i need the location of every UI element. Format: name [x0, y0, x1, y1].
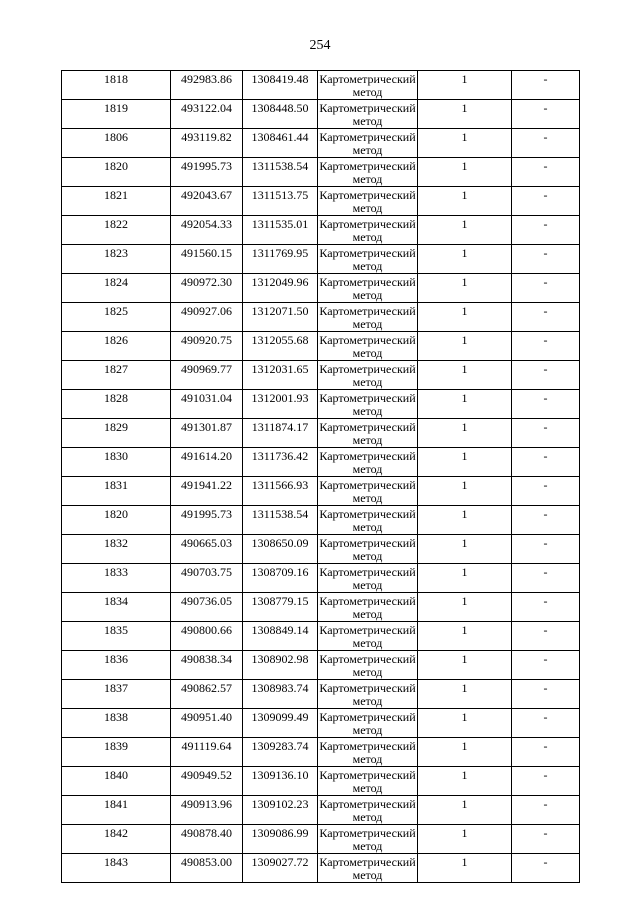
table-row — [62, 100, 580, 129]
point-number-cell: 1834 — [62, 593, 171, 622]
note-cell: - — [512, 680, 580, 709]
method-cell: Картометрический метод — [319, 188, 416, 215]
accuracy-cell: 1 — [418, 709, 512, 738]
method-cell: Картометрический метод — [319, 478, 416, 505]
table-row — [62, 738, 580, 767]
table-row — [62, 274, 580, 303]
y-coordinate-cell: 1312071.50 — [243, 303, 318, 332]
x-coordinate-cell: 490951.40 — [171, 709, 243, 738]
x-coordinate-cell: 490927.06 — [171, 303, 243, 332]
y-coordinate-cell: 1308448.50 — [243, 100, 318, 129]
accuracy-cell: 1 — [418, 303, 512, 332]
y-coordinate-cell: 1308902.98 — [243, 651, 318, 680]
y-coordinate-cell: 1309136.10 — [243, 767, 318, 796]
note-cell: - — [512, 303, 580, 332]
table-row — [62, 419, 580, 448]
point-number-cell: 1843 — [62, 854, 171, 883]
x-coordinate-cell: 491031.04 — [171, 390, 243, 419]
point-number-cell: 1818 — [62, 71, 171, 100]
point-number-cell: 1835 — [62, 622, 171, 651]
table-row — [62, 448, 580, 477]
table-row — [62, 477, 580, 506]
x-coordinate-cell: 490800.66 — [171, 622, 243, 651]
accuracy-cell: 1 — [418, 535, 512, 564]
note-cell: - — [512, 738, 580, 767]
accuracy-cell: 1 — [418, 854, 512, 883]
method-cell: Картометрический метод — [319, 275, 416, 302]
x-coordinate-cell: 490838.34 — [171, 651, 243, 680]
point-number-cell: 1826 — [62, 332, 171, 361]
accuracy-cell: 1 — [418, 100, 512, 129]
table-row — [62, 651, 580, 680]
note-cell: - — [512, 71, 580, 100]
point-number-cell: 1819 — [62, 100, 171, 129]
accuracy-cell: 1 — [418, 187, 512, 216]
method-cell: Картометрический метод — [319, 246, 416, 273]
x-coordinate-cell: 491301.87 — [171, 419, 243, 448]
x-coordinate-cell: 490736.05 — [171, 593, 243, 622]
table-row — [62, 245, 580, 274]
accuracy-cell: 1 — [418, 361, 512, 390]
accuracy-cell: 1 — [418, 158, 512, 187]
note-cell: - — [512, 187, 580, 216]
x-coordinate-cell: 490703.75 — [171, 564, 243, 593]
method-cell: Картометрический метод — [319, 536, 416, 563]
y-coordinate-cell: 1308849.14 — [243, 622, 318, 651]
point-number-cell: 1825 — [62, 303, 171, 332]
y-coordinate-cell: 1309027.72 — [243, 854, 318, 883]
table-row — [62, 303, 580, 332]
accuracy-cell: 1 — [418, 825, 512, 854]
y-coordinate-cell: 1308983.74 — [243, 680, 318, 709]
table-row — [62, 535, 580, 564]
y-coordinate-cell: 1311538.54 — [243, 506, 318, 535]
point-number-cell: 1828 — [62, 390, 171, 419]
point-number-cell: 1836 — [62, 651, 171, 680]
note-cell: - — [512, 593, 580, 622]
accuracy-cell: 1 — [418, 216, 512, 245]
accuracy-cell: 1 — [418, 419, 512, 448]
y-coordinate-cell: 1312001.93 — [243, 390, 318, 419]
y-coordinate-cell: 1311566.93 — [243, 477, 318, 506]
point-number-cell: 1840 — [62, 767, 171, 796]
y-coordinate-cell: 1308709.16 — [243, 564, 318, 593]
note-cell: - — [512, 796, 580, 825]
point-number-cell: 1806 — [62, 129, 171, 158]
table-row — [62, 158, 580, 187]
method-cell: Картометрический метод — [319, 623, 416, 650]
note-cell: - — [512, 448, 580, 477]
method-cell: Картометрический метод — [319, 391, 416, 418]
note-cell: - — [512, 129, 580, 158]
note-cell: - — [512, 361, 580, 390]
x-coordinate-cell: 492054.33 — [171, 216, 243, 245]
table-row — [62, 216, 580, 245]
table-row — [62, 129, 580, 158]
note-cell: - — [512, 709, 580, 738]
y-coordinate-cell: 1311769.95 — [243, 245, 318, 274]
method-cell: Картометрический метод — [319, 304, 416, 331]
method-cell: Картометрический метод — [319, 217, 416, 244]
table-row — [62, 390, 580, 419]
note-cell: - — [512, 564, 580, 593]
y-coordinate-cell: 1308779.15 — [243, 593, 318, 622]
x-coordinate-cell: 491995.73 — [171, 506, 243, 535]
coordinates-table-body — [62, 71, 580, 883]
y-coordinate-cell: 1309099.49 — [243, 709, 318, 738]
method-cell: Картометрический метод — [319, 333, 416, 360]
method-cell: Картометрический метод — [319, 420, 416, 447]
note-cell: - — [512, 274, 580, 303]
point-number-cell: 1832 — [62, 535, 171, 564]
y-coordinate-cell: 1308650.09 — [243, 535, 318, 564]
note-cell: - — [512, 651, 580, 680]
point-number-cell: 1820 — [62, 506, 171, 535]
point-number-cell: 1842 — [62, 825, 171, 854]
point-number-cell: 1837 — [62, 680, 171, 709]
table-row — [62, 506, 580, 535]
point-number-cell: 1839 — [62, 738, 171, 767]
table-row — [62, 593, 580, 622]
method-cell: Картометрический метод — [319, 159, 416, 186]
method-cell: Картометрический метод — [319, 594, 416, 621]
note-cell: - — [512, 100, 580, 129]
accuracy-cell: 1 — [418, 767, 512, 796]
accuracy-cell: 1 — [418, 245, 512, 274]
y-coordinate-cell: 1311538.54 — [243, 158, 318, 187]
x-coordinate-cell: 492983.86 — [171, 71, 243, 100]
table-row — [62, 680, 580, 709]
y-coordinate-cell: 1311513.75 — [243, 187, 318, 216]
x-coordinate-cell: 490949.52 — [171, 767, 243, 796]
point-number-cell: 1823 — [62, 245, 171, 274]
note-cell: - — [512, 854, 580, 883]
accuracy-cell: 1 — [418, 651, 512, 680]
y-coordinate-cell: 1312031.65 — [243, 361, 318, 390]
table-row — [62, 564, 580, 593]
y-coordinate-cell: 1309086.99 — [243, 825, 318, 854]
point-number-cell: 1821 — [62, 187, 171, 216]
method-cell: Картометрический метод — [319, 797, 416, 824]
method-cell: Картометрический метод — [319, 507, 416, 534]
point-number-cell: 1827 — [62, 361, 171, 390]
table-row — [62, 187, 580, 216]
x-coordinate-cell: 492043.67 — [171, 187, 243, 216]
accuracy-cell: 1 — [418, 71, 512, 100]
x-coordinate-cell: 490878.40 — [171, 825, 243, 854]
note-cell: - — [512, 332, 580, 361]
table-row — [62, 854, 580, 883]
y-coordinate-cell: 1308461.44 — [243, 129, 318, 158]
method-cell: Картометрический метод — [319, 826, 416, 853]
note-cell: - — [512, 390, 580, 419]
y-coordinate-cell: 1309283.74 — [243, 738, 318, 767]
point-number-cell: 1838 — [62, 709, 171, 738]
x-coordinate-cell: 491119.64 — [171, 738, 243, 767]
x-coordinate-cell: 490862.57 — [171, 680, 243, 709]
note-cell: - — [512, 825, 580, 854]
accuracy-cell: 1 — [418, 680, 512, 709]
method-cell: Картометрический метод — [319, 739, 416, 766]
accuracy-cell: 1 — [418, 129, 512, 158]
method-cell: Картометрический метод — [319, 565, 416, 592]
y-coordinate-cell: 1312055.68 — [243, 332, 318, 361]
method-cell: Картометрический метод — [319, 652, 416, 679]
accuracy-cell: 1 — [418, 332, 512, 361]
x-coordinate-cell: 490853.00 — [171, 854, 243, 883]
table-row — [62, 709, 580, 738]
y-coordinate-cell: 1311736.42 — [243, 448, 318, 477]
point-number-cell: 1829 — [62, 419, 171, 448]
accuracy-cell: 1 — [418, 506, 512, 535]
x-coordinate-cell: 491614.20 — [171, 448, 243, 477]
method-cell: Картометрический метод — [319, 449, 416, 476]
accuracy-cell: 1 — [418, 390, 512, 419]
accuracy-cell: 1 — [418, 738, 512, 767]
method-cell: Картометрический метод — [319, 72, 416, 99]
table-row — [62, 361, 580, 390]
method-cell: Картометрический метод — [319, 101, 416, 128]
point-number-cell: 1831 — [62, 477, 171, 506]
accuracy-cell: 1 — [418, 274, 512, 303]
point-number-cell: 1841 — [62, 796, 171, 825]
method-cell: Картометрический метод — [319, 768, 416, 795]
note-cell: - — [512, 506, 580, 535]
accuracy-cell: 1 — [418, 477, 512, 506]
accuracy-cell: 1 — [418, 622, 512, 651]
point-number-cell: 1830 — [62, 448, 171, 477]
table-row — [62, 825, 580, 854]
note-cell: - — [512, 535, 580, 564]
accuracy-cell: 1 — [418, 593, 512, 622]
accuracy-cell: 1 — [418, 796, 512, 825]
note-cell: - — [512, 767, 580, 796]
table-row — [62, 622, 580, 651]
table-row — [62, 332, 580, 361]
x-coordinate-cell: 491995.73 — [171, 158, 243, 187]
y-coordinate-cell: 1309102.23 — [243, 796, 318, 825]
x-coordinate-cell: 490969.77 — [171, 361, 243, 390]
table-row — [62, 71, 580, 100]
y-coordinate-cell: 1311874.17 — [243, 419, 318, 448]
point-number-cell: 1822 — [62, 216, 171, 245]
note-cell: - — [512, 419, 580, 448]
point-number-cell: 1833 — [62, 564, 171, 593]
x-coordinate-cell: 491941.22 — [171, 477, 243, 506]
x-coordinate-cell: 493119.82 — [171, 129, 243, 158]
point-number-cell: 1824 — [62, 274, 171, 303]
method-cell: Картометрический метод — [319, 681, 416, 708]
accuracy-cell: 1 — [418, 564, 512, 593]
x-coordinate-cell: 493122.04 — [171, 100, 243, 129]
accuracy-cell: 1 — [418, 448, 512, 477]
point-number-cell: 1820 — [62, 158, 171, 187]
y-coordinate-cell: 1311535.01 — [243, 216, 318, 245]
x-coordinate-cell: 491560.15 — [171, 245, 243, 274]
x-coordinate-cell: 490972.30 — [171, 274, 243, 303]
note-cell: - — [512, 245, 580, 274]
x-coordinate-cell: 490913.96 — [171, 796, 243, 825]
method-cell: Картометрический метод — [319, 855, 416, 882]
coordinates-table — [61, 70, 580, 883]
x-coordinate-cell: 490665.03 — [171, 535, 243, 564]
method-cell: Картометрический метод — [319, 130, 416, 157]
note-cell: - — [512, 216, 580, 245]
note-cell: - — [512, 622, 580, 651]
y-coordinate-cell: 1308419.48 — [243, 71, 318, 100]
table-row — [62, 767, 580, 796]
table-row — [62, 796, 580, 825]
y-coordinate-cell: 1312049.96 — [243, 274, 318, 303]
page-number: 254 — [309, 38, 331, 53]
note-cell: - — [512, 477, 580, 506]
note-cell: - — [512, 158, 580, 187]
method-cell: Картометрический метод — [319, 362, 416, 389]
method-cell: Картометрический метод — [319, 710, 416, 737]
x-coordinate-cell: 490920.75 — [171, 332, 243, 361]
